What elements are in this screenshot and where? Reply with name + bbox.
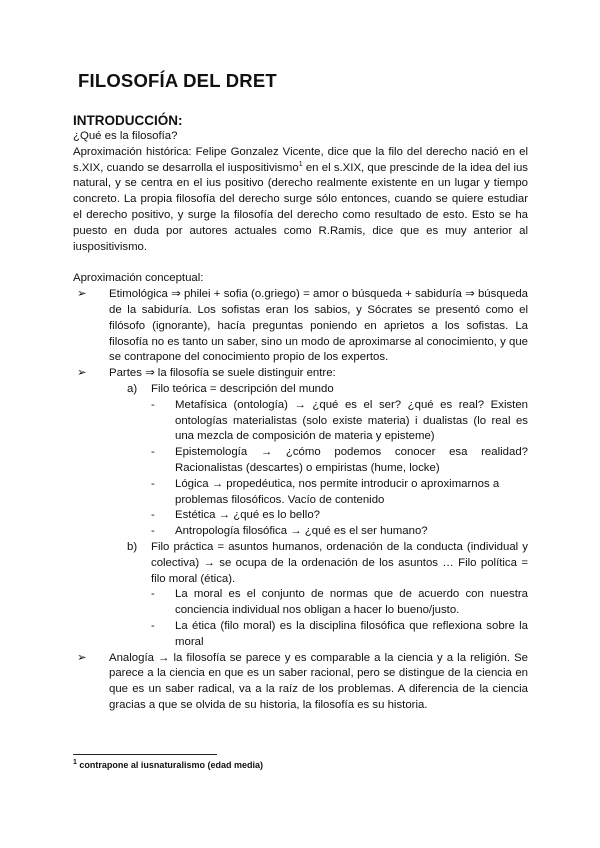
arrow-bullet-icon: ➢ xyxy=(77,288,87,301)
part-marker: b) xyxy=(127,540,138,553)
historical-paragraph xyxy=(73,145,528,256)
list-item-text: Metafísica (ontología) → ¿qué es el ser? ¿qué es real? Existen ontologías materialistas (solo existe materia) i dualistas (lo real es una mezcla de composición de materia y episteme) xyxy=(175,398,528,443)
dash-bullet-icon: - xyxy=(151,398,155,411)
practica-sublist xyxy=(151,587,528,650)
footnote xyxy=(73,760,263,770)
part-practica xyxy=(109,540,528,651)
list-item-text: Epistemología → ¿cómo podemos conocer esa realidad? Racionalistas (descartes) o empiristas (hume, locke) xyxy=(175,446,528,474)
historical-text-b: en el s.XIX, que prescinde de la idea del ius natural, y se centra en el ius positivo (derecho realmente existente en un lugar y tiempo concreto. La propia filosofía del derecho surge sólo entonces, cuando se quiere estudiar el derecho positivo, y surge la filosofía del derecho como resultado de esto. Esto se ha puesto en duda por autores actuales como R.Ramis, dice que es muy anterior al iuspositivismo. xyxy=(73,161,529,253)
part-marker: a) xyxy=(127,382,138,395)
list-item xyxy=(151,524,528,540)
list-item xyxy=(151,587,528,619)
dash-bullet-icon: - xyxy=(151,619,155,632)
footnote-divider xyxy=(73,754,217,755)
teorica-sublist xyxy=(151,398,528,540)
list-item xyxy=(151,619,528,651)
list-item xyxy=(151,477,528,509)
list-item-text: Antropología filosófica → ¿qué es el ser humano? xyxy=(175,525,428,538)
part-teorica xyxy=(109,382,528,540)
list-item-partes xyxy=(73,366,528,650)
list-item-analogia xyxy=(73,651,528,714)
arrow-bullet-icon: ➢ xyxy=(77,367,87,380)
dash-bullet-icon: - xyxy=(151,446,155,459)
list-item xyxy=(151,445,528,477)
analogia-text: Analogía → la filosofía se parece y es comparable a la ciencia y a la religión. Se parece a la ciencia en que es un saber racional, pero se distingue de la ciencia en que es un saber radical, va a la raíz de los problemas. A diferencia de la ciencia gracias a que se olvida de su historia, la filosofía es su historia. xyxy=(109,651,528,711)
list-item xyxy=(151,398,528,445)
dash-bullet-icon: - xyxy=(151,588,155,601)
list-item-text: Estética → ¿qué es lo bello? xyxy=(175,509,320,522)
concept-list xyxy=(73,287,528,714)
arrow-bullet-icon: ➢ xyxy=(77,651,87,664)
footnote-ref[interactable]: 1 xyxy=(298,160,303,168)
part-teorica-text: Filo teórica = descripción del mundo xyxy=(151,382,334,395)
part-practica-text: Filo práctica = asuntos humanos, ordenación de la conducta (individual y colectiva) → se ocupa de la ordenación de los asuntos … Filo política = filo moral (ética). xyxy=(151,540,528,585)
conceptual-heading: Aproximación conceptual: xyxy=(73,272,204,285)
list-item-text: Lógica → propedéutica, nos permite introducir o aproximarnos a problemas filosóficos. Vacío de contenido xyxy=(175,477,500,506)
dash-bullet-icon: - xyxy=(151,525,155,538)
footnote-text: contrapone al iusnaturalismo (edad media) xyxy=(79,760,263,770)
section-heading: INTRODUCCIÓN: xyxy=(73,113,183,128)
dash-bullet-icon: - xyxy=(151,509,155,522)
partes-text: Partes ⇒ la filosofía se suele distinguir entre: xyxy=(109,367,336,380)
parts-list xyxy=(109,382,528,651)
list-item-etimologica xyxy=(73,287,528,366)
list-item-text: La moral es el conjunto de normas que de acuerdo con nuestra conciencia individual nos obligan a hacer lo bueno/justo. xyxy=(175,588,528,617)
footnote-number: 1 xyxy=(73,759,77,766)
question-line: ¿Qué es la filosofía? xyxy=(73,130,178,142)
dash-bullet-icon: - xyxy=(151,477,155,490)
document-title: FILOSOFÍA DEL DRET xyxy=(78,70,277,91)
list-item-text: La ética (filo moral) es la disciplina filosófica que reflexiona sobre la moral xyxy=(175,619,528,648)
list-item xyxy=(151,508,528,524)
historical-text-a: Aproximación histórica: Felipe Gonzalez Vicente, dice que la filo del derecho nació en el s.XIX, cuando se desarrolla el iuspositivismo xyxy=(73,145,528,174)
document-body xyxy=(73,112,528,714)
etimologica-text: Etimológica ⇒ philei + sofia (o.griego) = amor o búsqueda + sabiduría ⇒ búsqueda de la sabiduría. Los sofistas eran los sabios, y Sócrates se presentó como el filósofo (ignorante), hacía preguntas poniendo en aprietos a los sofistas. La filosofía no es tanto un saber, sino un modo de aproximarse al conocimiento, y que se contrapone del conocimiento propio de los expertos. xyxy=(109,288,528,364)
